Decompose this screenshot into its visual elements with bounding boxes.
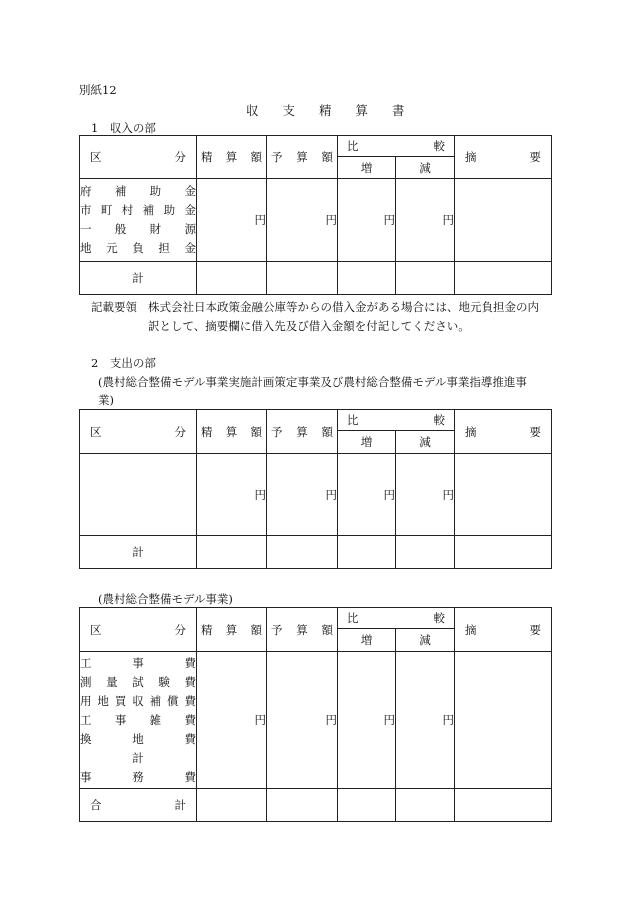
document-title: 収 支 精 算 書 xyxy=(246,103,415,118)
item-prefecture-subsidy: 府 補 助 金 xyxy=(80,184,196,198)
remarks-cell xyxy=(455,652,552,789)
header-decrease: 減 xyxy=(396,431,455,454)
item-construction-cost: 工 事 費 xyxy=(80,655,196,670)
header-remarks: 摘 要 xyxy=(455,136,552,179)
yen-unit: 円 xyxy=(396,179,455,262)
income-items xyxy=(80,179,197,262)
total-cell xyxy=(455,536,552,569)
item-local-share: 地 元 負 担 金 xyxy=(80,241,196,255)
income-total-label: 計 xyxy=(80,262,197,295)
note-label: 記載要領 xyxy=(91,300,137,314)
header-category: 区 分 xyxy=(80,608,197,652)
yen-unit: 円 xyxy=(197,179,267,262)
yen-unit: 円 xyxy=(267,652,338,789)
expense-heading: 2 支出の部 xyxy=(91,356,156,370)
header-budget: 予 算 額 xyxy=(267,608,338,652)
total-cell xyxy=(267,536,338,569)
item-general-revenue: 一 般 財 源 xyxy=(80,222,196,236)
form-number: 別紙12 xyxy=(79,83,117,97)
header-compare: 比 較 xyxy=(338,136,455,157)
note-line-2: 訳として、摘要欄に借入先及び借入金額を付記してください。 xyxy=(148,319,470,333)
header-remarks: 摘 要 xyxy=(455,608,552,652)
header-remarks: 摘 要 xyxy=(455,410,552,454)
header-compare: 比 較 xyxy=(338,608,455,629)
total-cell xyxy=(197,789,267,822)
header-increase: 増 xyxy=(338,629,396,652)
header-category: 区 分 xyxy=(80,136,197,179)
total-cell xyxy=(197,536,267,569)
total-cell xyxy=(455,262,552,295)
expense-sub1-line-1: (農村総合整備モデル事業実施計画策定事業及び農村総合整備モデル事業指導推進事 xyxy=(98,375,527,389)
yen-unit: 円 xyxy=(267,179,338,262)
header-settled: 精 算 額 xyxy=(197,608,267,652)
remarks-cell xyxy=(455,179,552,262)
item-subtotal: 計 xyxy=(132,750,144,765)
item-misc-construction: 工 事 雑 費 xyxy=(80,712,196,727)
item-survey-cost: 測 量 試 験 費 xyxy=(80,674,196,689)
header-budget: 予 算 額 xyxy=(267,410,338,454)
expense-sub1-total-label: 計 xyxy=(80,536,197,569)
item-office-cost: 事 務 費 xyxy=(80,769,196,784)
yen-unit: 円 xyxy=(197,454,267,536)
header-settled: 精 算 額 xyxy=(197,410,267,454)
expense-table-1 xyxy=(79,409,552,569)
yen-unit: 円 xyxy=(338,652,396,789)
header-decrease: 減 xyxy=(396,629,455,652)
expense-table-2 xyxy=(79,607,552,822)
income-heading: 1 収入の部 xyxy=(91,121,156,135)
total-cell xyxy=(267,262,338,295)
expense-items xyxy=(80,652,197,789)
total-cell xyxy=(338,262,396,295)
item-land-compensation: 用 地 買 収 補 償 費 xyxy=(80,693,196,708)
item-land-replotting: 換 地 費 xyxy=(80,731,196,746)
expense-items-empty xyxy=(80,454,197,536)
expense-sub1-line-2: 業) xyxy=(98,393,114,407)
header-increase: 増 xyxy=(338,157,396,179)
header-compare: 比 較 xyxy=(338,410,455,431)
remarks-cell xyxy=(455,454,552,536)
note-line-1: 株式会社日本政策金融公庫等からの借入金がある場合には、地元負担金の内 xyxy=(148,300,539,314)
total-cell xyxy=(338,536,396,569)
yen-unit: 円 xyxy=(267,454,338,536)
total-cell xyxy=(396,536,455,569)
yen-unit: 円 xyxy=(338,454,396,536)
expense-sub2-heading: (農村総合整備モデル事業) xyxy=(98,592,233,606)
header-decrease: 減 xyxy=(396,157,455,179)
income-table xyxy=(79,135,552,295)
total-cell xyxy=(396,262,455,295)
header-settled: 精 算 額 xyxy=(197,136,267,179)
item-municipal-subsidy: 市 町 村 補 助 金 xyxy=(80,203,196,217)
total-cell xyxy=(396,789,455,822)
total-cell xyxy=(197,262,267,295)
header-increase: 増 xyxy=(338,431,396,454)
total-cell xyxy=(455,789,552,822)
yen-unit: 円 xyxy=(396,652,455,789)
header-budget: 予 算 額 xyxy=(267,136,338,179)
total-cell xyxy=(338,789,396,822)
grand-total-label: 合 計 xyxy=(80,789,197,822)
yen-unit: 円 xyxy=(197,652,267,789)
yen-unit: 円 xyxy=(396,454,455,536)
yen-unit: 円 xyxy=(338,179,396,262)
header-category: 区 分 xyxy=(80,410,197,454)
total-cell xyxy=(267,789,338,822)
